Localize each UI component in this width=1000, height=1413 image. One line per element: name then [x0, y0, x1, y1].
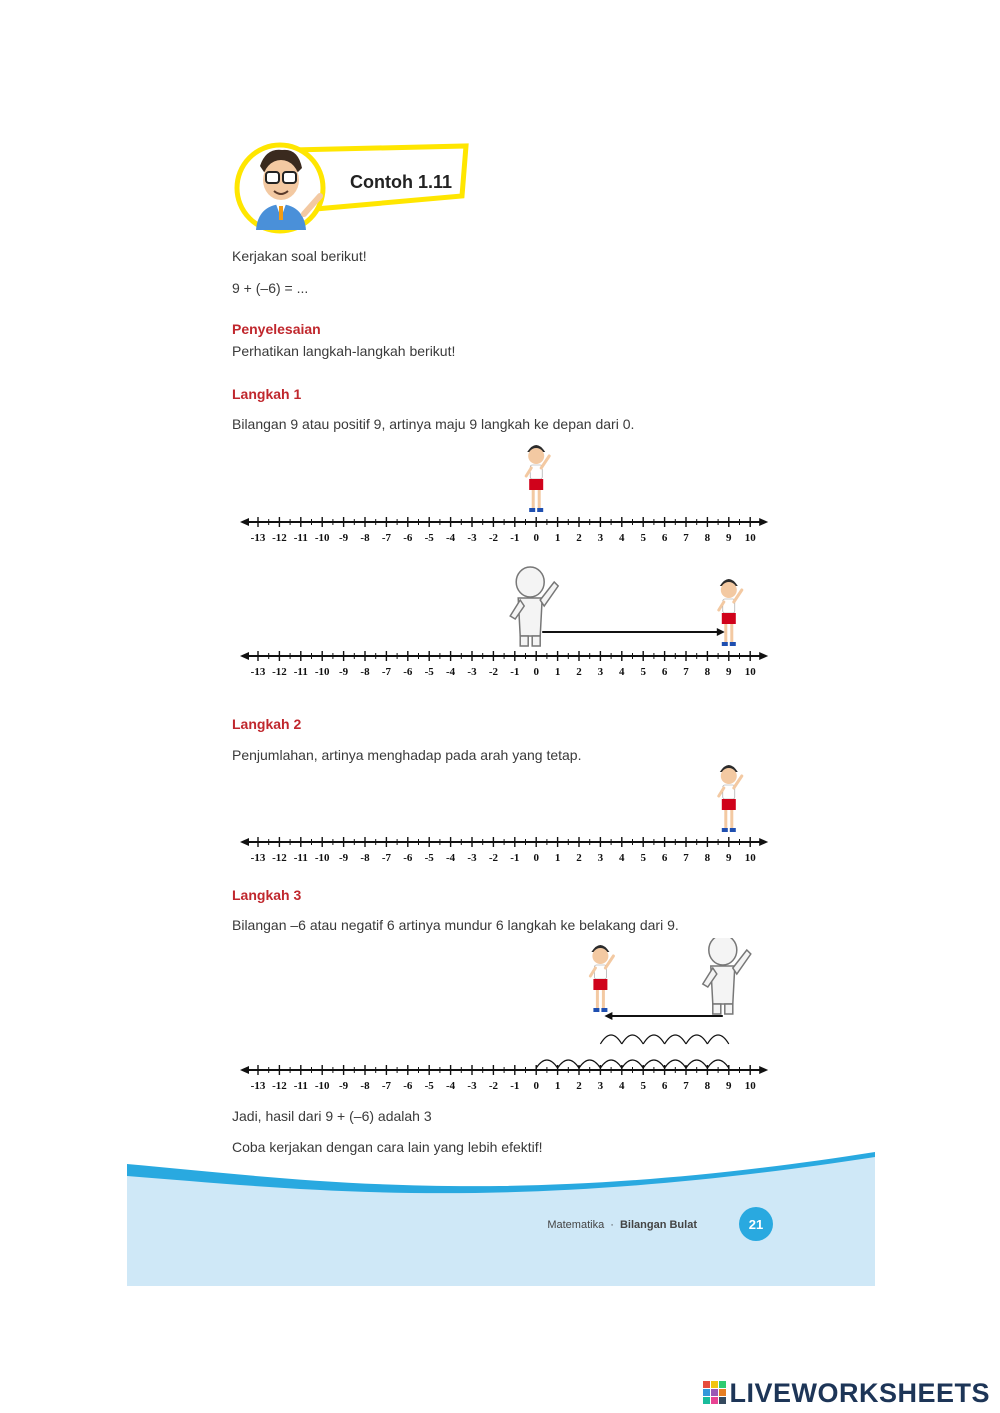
- solution-heading: Penyelesaian: [232, 321, 321, 337]
- tick-label: 3: [597, 532, 604, 544]
- tick-label: 2: [576, 532, 582, 544]
- tick-label: -10: [314, 852, 330, 864]
- tick-label: -11: [293, 852, 308, 864]
- tick-label: 9: [726, 852, 732, 864]
- tick-label: -5: [424, 1080, 434, 1092]
- tick-label: 0: [533, 666, 539, 678]
- student-figure-icon: [719, 765, 742, 832]
- tick-label: -2: [488, 666, 498, 678]
- tick-label: 3: [597, 666, 604, 678]
- tick-label: -3: [467, 532, 477, 544]
- number-line-diagram-3: [238, 760, 778, 870]
- svg-text:Matematika · Bilangan: [547, 1219, 697, 1231]
- tick-label: 2: [576, 1080, 582, 1092]
- tick-label: -9: [339, 852, 349, 864]
- hop-arc: [665, 1060, 686, 1068]
- tick-label: -1: [510, 852, 520, 864]
- tick-label: 1: [554, 1080, 561, 1092]
- footer-separator: ·: [610, 1219, 614, 1231]
- tick-label: 6: [661, 532, 668, 544]
- tick-label: 8: [704, 532, 711, 544]
- tick-label: 3: [597, 852, 604, 864]
- tick-label: -4: [446, 852, 456, 864]
- number-line: [240, 1065, 768, 1092]
- tick-label: 7: [683, 532, 689, 544]
- tick-label: -13: [250, 532, 266, 544]
- student-outline-icon: [703, 938, 751, 1014]
- hop-arc: [686, 1060, 707, 1068]
- solution-intro: Perhatikan langkah-langkah berikut!: [232, 343, 456, 359]
- tick-label: 6: [661, 852, 668, 864]
- tick-label: -13: [250, 666, 266, 678]
- tick-label: -4: [446, 532, 456, 544]
- tick-label: -12: [272, 1080, 287, 1092]
- footer-subject: Matematika: [547, 1219, 605, 1231]
- arrow-left-icon: [240, 838, 249, 846]
- tick-label: 10: [744, 1080, 756, 1092]
- hop-arc: [536, 1060, 557, 1068]
- number-line: [240, 651, 768, 678]
- tick-label: 1: [554, 532, 561, 544]
- tick-label: -12: [272, 532, 287, 544]
- tick-label: -10: [314, 1080, 330, 1092]
- tick-label: -6: [403, 532, 413, 544]
- conclusion-result: Jadi, hasil dari 9 + (–6) adalah 3: [232, 1108, 432, 1124]
- tick-label: 10: [744, 852, 756, 864]
- tick-label: 0: [533, 532, 539, 544]
- tick-label: -2: [488, 852, 498, 864]
- hop-arc-upper: [600, 1035, 621, 1044]
- tick-label: -2: [488, 1080, 498, 1092]
- tick-label: -9: [339, 666, 349, 678]
- tick-label: 9: [726, 666, 732, 678]
- number-line-diagram-1: [238, 440, 778, 550]
- tick-label: 10: [744, 532, 756, 544]
- arrowhead-icon: [717, 628, 725, 636]
- arrow-left-icon: [240, 652, 249, 660]
- tick-label: 9: [726, 532, 732, 544]
- page-footer: [127, 1150, 875, 1286]
- tick-label: -3: [467, 1080, 477, 1092]
- tick-label: 8: [704, 666, 711, 678]
- tick-label: 6: [661, 1080, 668, 1092]
- tick-label: 10: [744, 666, 756, 678]
- tick-label: 9: [726, 1080, 732, 1092]
- tick-label: 2: [576, 666, 582, 678]
- hop-arc: [579, 1060, 600, 1068]
- example-badge: [232, 138, 472, 238]
- tick-label: 0: [533, 852, 539, 864]
- tick-label: -1: [510, 532, 520, 544]
- tick-label: -11: [293, 532, 308, 544]
- hop-arc-upper: [622, 1035, 643, 1044]
- student-figure-icon: [590, 945, 613, 1012]
- tick-label: -4: [446, 666, 456, 678]
- number-line-diagram-2: [238, 560, 778, 685]
- tick-label: -2: [488, 532, 498, 544]
- arrow-right-icon: [759, 838, 768, 846]
- number-line: [240, 837, 768, 864]
- tick-label: -6: [403, 852, 413, 864]
- step-1-title: Langkah 1: [232, 386, 302, 402]
- tick-label: -12: [272, 852, 287, 864]
- tick-label: -8: [360, 1080, 370, 1092]
- step-2-text: Penjumlahan, artinya menghadap pada arah yang tetap.: [232, 747, 582, 763]
- student-outline-icon: [510, 567, 558, 646]
- tick-label: 4: [619, 666, 625, 678]
- hop-arc-upper: [665, 1035, 686, 1044]
- tick-label: -10: [314, 666, 330, 678]
- tick-label: -8: [360, 852, 370, 864]
- question-problem: 9 + (–6) = ...: [232, 280, 309, 296]
- page-number: 21: [748, 1217, 764, 1232]
- tick-label: 5: [640, 532, 646, 544]
- tick-label: -1: [510, 1080, 520, 1092]
- example-title: Contoh 1.11: [350, 172, 453, 192]
- tick-label: -12: [272, 666, 287, 678]
- tick-label: -13: [250, 1080, 266, 1092]
- tick-label: 5: [640, 666, 646, 678]
- tick-label: -5: [424, 532, 434, 544]
- arrow-left-icon: [240, 1066, 249, 1074]
- tick-label: 8: [704, 852, 711, 864]
- arrow-right-icon: [759, 1066, 768, 1074]
- tick-label: 0: [533, 1080, 539, 1092]
- tick-label: -10: [314, 532, 330, 544]
- tick-label: -9: [339, 532, 349, 544]
- student-figure-icon: [719, 579, 742, 646]
- hop-arc-upper: [686, 1035, 707, 1044]
- hop-arc-upper: [707, 1035, 728, 1044]
- conclusion-challenge: Coba kerjakan dengan cara lain yang lebih efektif!: [232, 1139, 543, 1155]
- tick-label: -7: [381, 532, 391, 544]
- arrow-left-icon: [240, 518, 249, 526]
- hop-arc-upper: [643, 1035, 664, 1044]
- tick-label: 6: [661, 666, 668, 678]
- tick-label: -8: [360, 666, 370, 678]
- hop-arc: [622, 1060, 643, 1068]
- step-1-text: Bilangan 9 atau positif 9, artinya maju 9 langkah ke depan dari 0.: [232, 416, 635, 432]
- tick-label: 7: [683, 1080, 689, 1092]
- step-3-title: Langkah 3: [232, 887, 302, 903]
- tick-label: -3: [467, 666, 477, 678]
- tick-label: 4: [619, 532, 625, 544]
- arrowhead-icon: [604, 1012, 612, 1020]
- tick-label: -13: [250, 852, 266, 864]
- tick-label: 4: [619, 852, 625, 864]
- tick-label: -6: [403, 666, 413, 678]
- step-3-text: Bilangan –6 atau negatif 6 artinya mundur 6 langkah ke belakang dari 9.: [232, 917, 679, 933]
- hop-arc: [600, 1060, 621, 1068]
- tick-label: -8: [360, 532, 370, 544]
- arrow-right-icon: [759, 652, 768, 660]
- hop-arc: [707, 1060, 728, 1068]
- hop-arc: [558, 1060, 579, 1068]
- step-2-title: Langkah 2: [232, 716, 302, 732]
- number-line: [240, 517, 768, 544]
- tick-label: -11: [293, 1080, 308, 1092]
- footer-chapter: Bilangan Bulat: [619, 1219, 697, 1231]
- arrow-right-icon: [759, 518, 768, 526]
- tick-label: -5: [424, 852, 434, 864]
- tick-label: -4: [446, 1080, 456, 1092]
- tick-label: -7: [381, 1080, 391, 1092]
- tick-label: -7: [381, 852, 391, 864]
- number-line-diagram-4: [238, 938, 778, 1096]
- question-instruction: Kerjakan soal berikut!: [232, 248, 367, 264]
- liveworksheets-logo: [703, 1378, 990, 1409]
- tick-label: -5: [424, 666, 434, 678]
- logo-grid-icon: [703, 1381, 727, 1405]
- tick-label: 2: [576, 852, 582, 864]
- tick-label: 7: [683, 666, 689, 678]
- tick-label: 1: [554, 666, 561, 678]
- tick-label: 1: [554, 852, 561, 864]
- tick-label: -1: [510, 666, 520, 678]
- logo-text: LIVEWORKSHEETS: [729, 1378, 990, 1408]
- tick-label: -7: [381, 666, 391, 678]
- tick-label: 3: [597, 1080, 604, 1092]
- tick-label: -11: [293, 666, 308, 678]
- tick-label: 5: [640, 1080, 646, 1092]
- student-figure-icon: [526, 445, 549, 512]
- tick-label: -6: [403, 1080, 413, 1092]
- tick-label: 4: [619, 1080, 625, 1092]
- tick-label: 8: [704, 1080, 711, 1092]
- tick-label: 5: [640, 852, 646, 864]
- tick-label: -9: [339, 1080, 349, 1092]
- hop-arc: [643, 1060, 664, 1068]
- tick-label: 7: [683, 852, 689, 864]
- tick-label: -3: [467, 852, 477, 864]
